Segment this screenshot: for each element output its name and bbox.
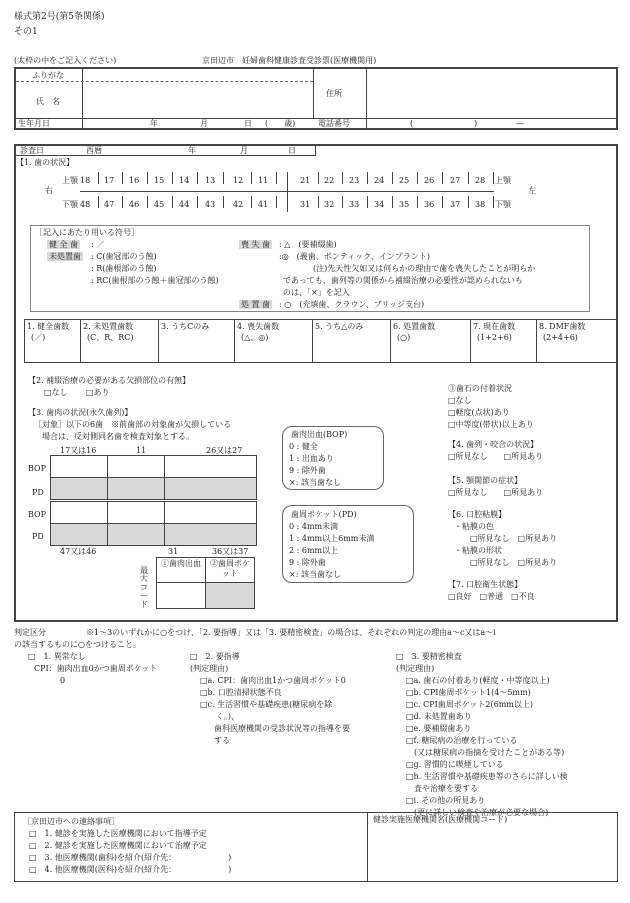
judgment-note-2: の該当するものに○をつけること。	[14, 640, 141, 649]
tooth-24[interactable]: 24	[374, 176, 385, 185]
legend-title: ［記入にあたり用いる符号］	[35, 228, 139, 237]
section-7-title: 【7. 口腔衛生状態】	[448, 580, 523, 589]
section-6-title: 【6. 口腔粘膜】	[448, 510, 507, 519]
phone-close: )	[474, 119, 478, 128]
mucosa-color-label: ・粘膜の色	[454, 522, 494, 531]
gum-cell-r2-c2[interactable]	[107, 477, 165, 500]
legend-untreated-3: : RC(歯根部のう蝕＋歯冠部のう蝕)	[91, 276, 219, 285]
calculus-moderate[interactable]: □中等度(帯状)以上あり	[448, 420, 534, 429]
pd-legend-title: 歯周ポケット(PD)	[291, 510, 357, 519]
address-label: 住所	[326, 89, 342, 98]
judgment-guidance[interactable]: □ 2. 要指導	[190, 652, 240, 661]
tooth-43[interactable]: 43	[205, 200, 216, 209]
judgment-guidance-c-4: する	[214, 736, 230, 745]
gum-cell-lower-mid-2[interactable]	[107, 523, 165, 546]
count-sublabel-8: (2+4+6)	[543, 333, 578, 342]
count-cell-8[interactable]	[536, 319, 617, 363]
section-3-note-1: ［対象］以下の6歯 ※前歯部の対象歯が欠損している	[34, 420, 232, 429]
section-4-options[interactable]: □所見なし □所見あり	[448, 452, 544, 461]
tooth-12[interactable]: 12	[233, 176, 244, 185]
contact-section	[14, 812, 618, 882]
phone-dash: —	[516, 119, 524, 128]
gum-pd-label-upper: PD	[32, 488, 44, 497]
legend-box	[30, 225, 590, 312]
judgment-normal-detail: CPI：歯肉出血0かつ歯周ポケット	[34, 664, 158, 673]
section-5-title: 【5. 顎関節の症状】	[448, 476, 523, 485]
judgment-detailed-item-5[interactable]: □e. 要補綴歯あり	[406, 724, 472, 733]
max-code-bleeding-header: ①歯肉出血	[161, 559, 201, 568]
pd-legend	[282, 505, 414, 583]
dob-day: 日	[244, 119, 252, 128]
legend-missing-2: :◎ (義歯、ポンティック、インプラント)	[279, 252, 430, 261]
judgment-label: 判定区分	[14, 628, 46, 637]
judgment-note-1: ※1〜3のいずれかに○をつけ、「2. 要指導」又は「3. 要精密検査」の場合は、それぞれの判定の理由a〜c又はa〜i	[86, 628, 496, 637]
pd-legend-2: 2 : 6mm以上	[289, 546, 339, 555]
count-label-4: 4. 喪失歯数	[237, 322, 280, 331]
count-sublabel-6: (○)	[397, 333, 411, 342]
judgment-detailed-item-3[interactable]: □c. CPI歯周ポケット2(6mm以上)	[406, 700, 533, 709]
judgment-detailed-reason: (判定理由)	[396, 664, 435, 673]
section-3-note-2: 場合は、反対側同名歯を検査対象とする。	[42, 432, 194, 441]
upper-jaw-label-right: 上顎	[495, 176, 511, 185]
judgment-detailed-item-8[interactable]: □g. 習慣的に喫煙している	[406, 760, 504, 769]
tooth-18[interactable]: 18	[80, 176, 91, 185]
contact-items	[29, 829, 231, 877]
max-code-pocket-header: ②歯周ポケット	[210, 559, 250, 579]
lower-jaw-label: 下顎	[62, 200, 78, 209]
gum-cell-r3-c1[interactable]	[50, 501, 108, 524]
legend-missing-3: (注)先天性欠如又は何らかの理由で歯を喪失したことが明らか	[313, 264, 536, 273]
exam-year: 年	[188, 146, 196, 155]
section-2-title: 【2. 補綴治療の必要がある欠損部位の有無】	[28, 376, 191, 385]
phone-open: (	[410, 119, 414, 128]
legend-untreated-1: : C(歯冠部のう蝕)	[91, 252, 157, 261]
count-sublabel-4: (△、◎)	[241, 333, 269, 342]
tooth-27[interactable]: 27	[450, 176, 461, 185]
mucosa-color-options[interactable]: □所見なし □所見あり	[470, 534, 558, 543]
tooth-47[interactable]: 47	[104, 200, 115, 209]
tooth-34[interactable]: 34	[374, 200, 385, 209]
calculus-title: ③歯石の付着状況	[448, 384, 512, 393]
contact-item-3[interactable]: □ 3. 他医療機関(歯科)を紹介(紹介先： )	[29, 853, 232, 862]
institution-field[interactable]	[373, 829, 613, 879]
judgment-detailed-item-6[interactable]: □f. 糖尿病の治療を行っている	[406, 736, 518, 745]
tooth-37[interactable]: 37	[450, 200, 461, 209]
gum-pd-label-lower: PD	[32, 532, 44, 541]
gum-tooth-top-3: 26又は27	[206, 446, 243, 455]
count-label-2: 2. 未処置歯数	[83, 322, 134, 331]
gum-bop-label-lower: BOP	[28, 510, 46, 519]
calculus-none[interactable]: □なし	[448, 396, 472, 405]
pd-legend-x: ×: 該当歯なし	[289, 570, 341, 579]
tooth-32[interactable]: 32	[324, 200, 335, 209]
judgment-detailed-item-11[interactable]: □i. その他の所見あり	[406, 796, 486, 805]
exam-era: 西暦	[86, 146, 102, 155]
form-number: 様式第2号(第5条関係)	[14, 12, 105, 22]
gum-cell-r4-c3[interactable]	[164, 523, 257, 546]
section-5-options[interactable]: □所見なし □所見あり	[448, 488, 544, 497]
legend-missing-5: のは、「×」を記入	[283, 288, 350, 297]
legend-healthy-label: 健 全 歯	[49, 240, 79, 249]
bop-legend-0: 0 : 健全	[289, 442, 318, 451]
gum-tooth-bottom-3: 36又は37	[212, 547, 249, 556]
gum-bop-label-upper: BOP	[28, 464, 46, 473]
count-label-6: 6. 処置歯数	[393, 322, 436, 331]
dob-year: 年	[150, 119, 158, 128]
tooth-36[interactable]: 36	[424, 200, 435, 209]
tooth-33[interactable]: 33	[349, 200, 360, 209]
judgment-detailed-item-2[interactable]: □b. CPI歯周ポケット1(4〜5mm)	[406, 688, 531, 697]
section-7-options[interactable]: □良好 □普通 □不良	[448, 592, 535, 601]
lower-jaw-label-right: 下顎	[495, 200, 511, 209]
legend-missing-1: : △ (要補綴歯)	[279, 240, 337, 249]
judgment-guidance-b[interactable]: □b. 口腔清掃状態不良	[200, 688, 282, 697]
mucosa-shape-options[interactable]: □所見なし □所見あり	[470, 558, 558, 567]
tooth-35[interactable]: 35	[399, 200, 410, 209]
max-code-bleeding-field[interactable]	[157, 583, 205, 608]
calculus-mild[interactable]: □軽度(点状)あり	[448, 408, 510, 417]
section-3-title: 【3. 歯肉の状況(永久歯列)】	[28, 408, 133, 417]
tooth-45[interactable]: 45	[154, 200, 165, 209]
form-sub: その1	[14, 27, 38, 37]
max-code-label: 最大コード	[140, 566, 148, 609]
right-label: 右	[45, 186, 53, 195]
judgment-detailed-item-9[interactable]: □h. 生活習慣や基礎疾患等のさらに詳しい検	[406, 772, 568, 781]
dob-label: 生年月日	[18, 119, 50, 128]
judgment-detailed-item-7: (又は糖尿病の指摘を受けたことがある等)	[406, 748, 565, 757]
institution-label: 健診実施医療機関名(医療機関コード)	[373, 815, 508, 824]
mucosa-shape-label: ・粘膜の形状	[454, 546, 502, 555]
count-label-7: 7. 現在歯数	[473, 322, 516, 331]
judgment-detailed-items	[406, 676, 568, 820]
tooth-44[interactable]: 44	[179, 200, 190, 209]
exam-month: 月	[240, 146, 248, 155]
count-label-8: 8. DMF歯数	[539, 322, 586, 331]
legend-untreated-2: : R(歯根部のう蝕)	[91, 264, 157, 273]
instruction: (太枠の中をご記入ください)	[14, 56, 117, 65]
pd-legend-0: 0 : 4mm未満	[289, 522, 339, 531]
bop-legend-9: 9 : 除外歯	[289, 466, 326, 475]
bop-legend-x: ×: 該当歯なし	[289, 478, 341, 487]
legend-treated-label: 処 置 歯	[241, 300, 271, 309]
gum-cell-r3-c3[interactable]	[164, 501, 257, 524]
contact-item-2[interactable]: □ 2. 健診を実施した医療機関において治療予定	[29, 841, 207, 850]
section-2-none[interactable]: □なし	[44, 388, 68, 397]
legend-untreated-label: 未処置歯	[49, 252, 81, 261]
dob-month: 月	[200, 119, 208, 128]
name-field[interactable]	[86, 83, 310, 116]
contact-title: ［京田辺市への連絡事項］	[23, 817, 119, 826]
judgment-detailed-exam[interactable]: □ 3. 要精密検査	[396, 652, 462, 661]
count-cell-7[interactable]	[470, 319, 537, 363]
tooth-41[interactable]: 41	[258, 200, 269, 209]
gum-tooth-top-1: 17又は16	[60, 446, 97, 455]
count-sublabel-1: (／)	[31, 333, 46, 342]
form-title: 京田辺市 妊婦歯科健康診査受診票(医療機関用)	[202, 56, 377, 65]
tooth-42[interactable]: 42	[233, 200, 244, 209]
phone-label: 電話番号	[318, 119, 350, 128]
judgment-detailed-item-12: (更に詳しい検査や治療が必要な場合)	[406, 808, 549, 817]
judgment-normal-detail-2: 0	[60, 676, 66, 685]
judgment-normal[interactable]: □ 1. 異常なし	[28, 652, 86, 661]
contact-item-4[interactable]: □ 4. 他医療機関(医科)を紹介(紹介先： )	[29, 865, 232, 874]
section-4-title: 【4. 歯列・咬合の状況】	[448, 440, 539, 449]
furigana-label: ふりがな	[32, 71, 64, 80]
count-sublabel-2: (C、R、RC)	[87, 333, 134, 342]
tooth-38[interactable]: 38	[475, 200, 486, 209]
count-cell-3[interactable]	[158, 319, 235, 363]
tooth-46[interactable]: 46	[129, 200, 140, 209]
contact-item-1[interactable]: □ 1. 健診を実施した医療機関において指導予定	[29, 829, 207, 838]
gum-tooth-top-2: 11	[136, 446, 147, 455]
bop-legend	[282, 426, 384, 490]
judgment-guidance-a[interactable]: □a. CPI：歯肉出血1かつ歯周ポケット0	[200, 676, 346, 685]
tooth-26[interactable]: 26	[424, 176, 435, 185]
count-label-3: 3. うちCのみ	[161, 322, 210, 331]
judgment-guidance-c-2: く。)、	[216, 712, 239, 721]
name-label: 氏 名	[36, 97, 60, 106]
section-1-title: 【1. 歯の状況】	[16, 158, 75, 167]
tooth-21[interactable]: 21	[300, 176, 311, 185]
count-label-1: 1. 健全歯数	[27, 322, 70, 331]
bop-legend-1: 1 : 出血あり	[289, 454, 334, 463]
address-field[interactable]	[370, 71, 614, 116]
tooth-28[interactable]: 28	[475, 176, 486, 185]
pd-legend-9: 9 : 除外歯	[289, 558, 326, 567]
pd-legend-1: 1 : 4mm以上6mm未満	[289, 534, 375, 543]
judgment-detailed-item-4[interactable]: □d. 未処置歯あり	[406, 712, 472, 721]
judgment-detailed-item-10: 査や治療を要する	[406, 784, 478, 793]
judgment-guidance-c-3: 歯科医療機関の受診状況等の指導を要	[214, 724, 350, 733]
gum-cell-r2-c3[interactable]	[164, 477, 257, 500]
tooth-15[interactable]: 15	[154, 176, 165, 185]
legend-missing-4: であっても、歯列等の関係から補綴治療の必要性が認められないも	[283, 276, 523, 285]
exam-date-label: 診査日	[20, 146, 44, 155]
legend-missing-label: 喪 失 歯	[241, 240, 271, 249]
count-cell-4[interactable]	[234, 319, 313, 363]
gum-cell-r4-c1[interactable]	[50, 523, 108, 546]
tooth-14[interactable]: 14	[179, 176, 190, 185]
tooth-11[interactable]: 11	[258, 176, 269, 185]
tooth-13[interactable]: 13	[205, 176, 216, 185]
judgment-detailed-item-1[interactable]: □a. 歯石の付着あり(軽度・中等度以上)	[406, 676, 550, 685]
count-cell-2[interactable]	[80, 319, 159, 363]
section-2-yes[interactable]: □あり	[86, 388, 110, 397]
tooth-23[interactable]: 23	[349, 176, 360, 185]
gum-tooth-bottom-1: 47又は46	[60, 547, 97, 556]
left-label: 左	[528, 186, 536, 195]
gum-cell-r1-c3[interactable]	[164, 455, 257, 478]
count-label-5: 5. うち△のみ	[315, 322, 364, 331]
judgment-guidance-reason: (判定理由)	[190, 664, 229, 673]
tooth-31[interactable]: 31	[300, 200, 311, 209]
count-cell-6[interactable]	[390, 319, 471, 363]
tooth-48[interactable]: 48	[80, 200, 91, 209]
gum-cell-r1-c1[interactable]	[50, 455, 108, 478]
gum-tooth-bottom-2: 31	[168, 547, 179, 556]
count-cell-5[interactable]	[312, 319, 391, 363]
exam-day: 日	[288, 146, 296, 155]
tooth-16[interactable]: 16	[129, 176, 140, 185]
count-cell-1[interactable]	[24, 319, 81, 363]
tooth-22[interactable]: 22	[324, 176, 335, 185]
gum-cell-lower-mid-1[interactable]	[107, 501, 165, 524]
gum-cell-r2-c1[interactable]	[50, 477, 108, 500]
age-field: ( 歳)	[265, 119, 296, 128]
bop-legend-title: 歯肉出血(BOP)	[291, 430, 348, 439]
patient-info-table	[14, 67, 618, 130]
count-sublabel-7: (1+2+6)	[477, 333, 512, 342]
judgment-guidance-c[interactable]: □c. 生活習慣や基礎疾患(糖尿病を除	[200, 700, 333, 709]
tooth-17[interactable]: 17	[104, 176, 115, 185]
tooth-25[interactable]: 25	[399, 176, 410, 185]
legend-treated-value: : ○ (充填歯、クラウン、ブリッジ支台)	[279, 300, 425, 309]
upper-jaw-label: 上顎	[62, 176, 78, 185]
max-code-pocket-field[interactable]	[206, 583, 254, 608]
gum-cell-r1-c2[interactable]	[107, 455, 165, 478]
legend-healthy-value: : ／	[91, 240, 105, 249]
